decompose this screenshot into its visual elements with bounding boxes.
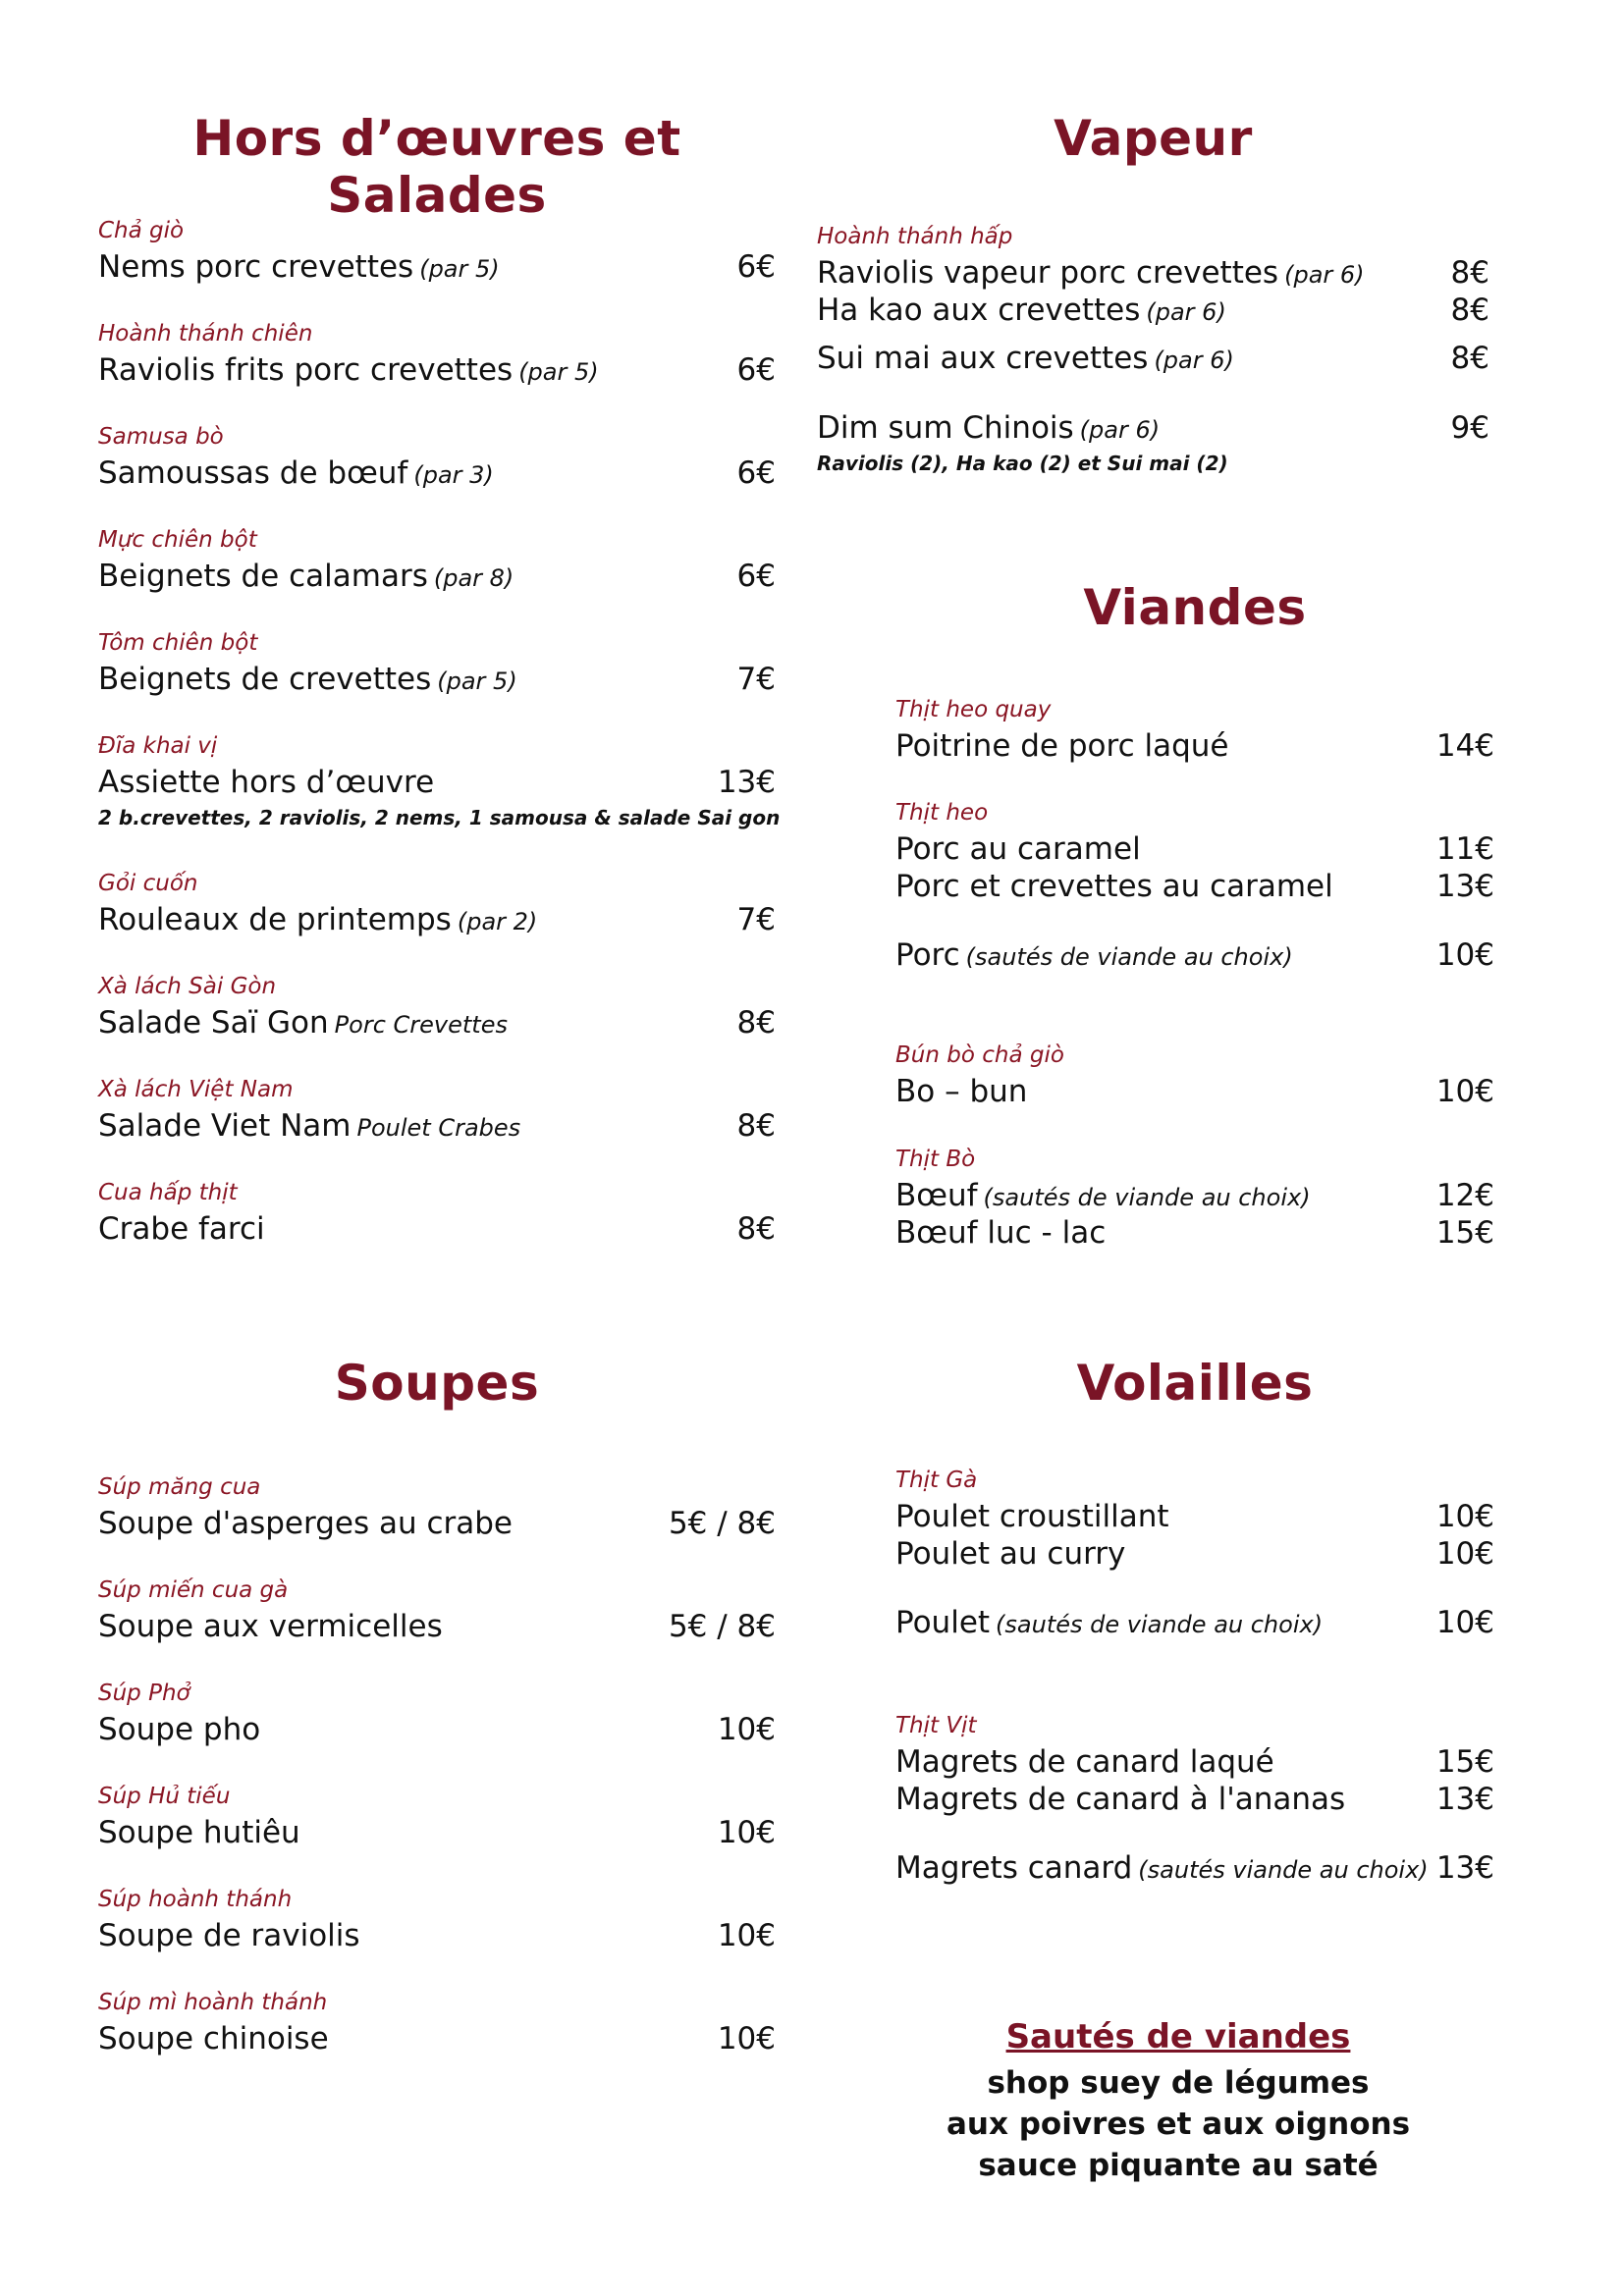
dish-note: (sautés de viande au choix) [983, 1184, 1311, 1211]
item-line [895, 1536, 1494, 1575]
section-title: Soupes [334, 1355, 540, 1412]
section-title: Vapeur [1054, 110, 1253, 167]
dish-price: 6€ [736, 249, 776, 285]
dish-name-text: Soupe d'asperges au crabe [98, 1506, 513, 1541]
dish-price: 5€ / 8€ [668, 1506, 776, 1541]
dish-name-text: Ha kao aux crevettes [817, 293, 1141, 328]
item-line [98, 1918, 776, 1957]
dish-name-text: Raviolis frits porc crevettes [98, 352, 514, 388]
dish-name [98, 1815, 300, 1850]
dish-note: (par 6) [1284, 261, 1365, 289]
dish-note: (par 5) [419, 255, 500, 283]
item-line [98, 1108, 776, 1148]
dish-name [895, 1215, 1106, 1251]
item-line [98, 559, 776, 598]
item-line [895, 1178, 1494, 1217]
dish-name [817, 255, 1365, 291]
dish-description: 2 b.crevettes, 2 raviolis, 2 nems, 1 samousa & salade Sai gon [98, 806, 781, 829]
dish-name-text: Assiette hors d’œuvre [98, 765, 435, 800]
dish-price: 8€ [736, 1108, 776, 1144]
dish-name [895, 869, 1333, 904]
dish-name-text: Dim sum Chinois [817, 410, 1074, 446]
dish-name-text: Crabe farci [98, 1211, 265, 1247]
dish-name-text: Nems porc crevettes [98, 249, 414, 285]
dish-name [98, 249, 500, 285]
dish-price: 10€ [1435, 1605, 1494, 1640]
dish-price: 15€ [1435, 1215, 1494, 1251]
dish-price: 9€ [1450, 410, 1489, 446]
dish-name-text: Beignets de calamars [98, 559, 428, 594]
vietnamese-name: Súp hoành thánh [98, 1887, 293, 1912]
dish-note: (par 5) [518, 358, 599, 386]
dish-name-text: Rouleaux de printemps [98, 902, 452, 937]
dish-name-text: Porc et crevettes au caramel [895, 869, 1333, 904]
item-line [895, 1744, 1494, 1784]
vietnamese-name: Chả giò [98, 218, 185, 243]
item-line [98, 1815, 776, 1854]
dish-name [98, 559, 514, 594]
item-line [895, 1782, 1494, 1821]
vietnamese-name: Tôm chiên bột [98, 630, 258, 656]
dish-name [98, 662, 517, 697]
vietnamese-name: Súp măng cua [98, 1474, 261, 1500]
dish-note: (sautés de viande au choix) [996, 1611, 1324, 1638]
dish-name [98, 352, 599, 388]
dish-note: (par 6) [1146, 298, 1226, 326]
dish-price: 11€ [1435, 831, 1494, 867]
dish-name [98, 902, 537, 937]
item-line [98, 1712, 776, 1751]
item-line [817, 410, 1489, 450]
dish-price: 14€ [1435, 728, 1494, 764]
item-line [98, 1005, 776, 1044]
vietnamese-name: Bún bò chả giò [895, 1042, 1064, 1068]
vietnamese-name: Súp mì hoành thánh [98, 1990, 328, 2015]
item-line [98, 455, 776, 495]
dish-name [895, 1178, 1311, 1213]
dish-price: 15€ [1435, 1744, 1494, 1780]
dish-name [895, 1744, 1274, 1780]
dish-name [895, 1782, 1345, 1817]
dish-name [895, 1850, 1429, 1886]
vietnamese-name: Gỏi cuốn [98, 871, 198, 896]
dish-name [98, 2021, 329, 2056]
dish-price: 10€ [717, 1712, 776, 1747]
dish-price: 8€ [1450, 293, 1489, 328]
dish-name-text: Raviolis vapeur porc crevettes [817, 255, 1279, 291]
vietnamese-name: Súp miến cua gà [98, 1577, 289, 1603]
vietnamese-name: Mực chiên bột [98, 527, 257, 553]
item-line [98, 352, 776, 392]
item-line [895, 937, 1494, 977]
dish-name-text: Salade Viet Nam [98, 1108, 352, 1144]
dish-price: 10€ [1435, 1499, 1494, 1534]
footer-line: aux poivres et aux oignons [946, 2107, 1411, 2142]
dish-name [895, 1499, 1169, 1534]
dish-name-text: Soupe chinoise [98, 2021, 329, 2056]
dish-price: 10€ [1435, 937, 1494, 973]
dish-price: 10€ [717, 1918, 776, 1953]
dish-price: 6€ [736, 559, 776, 594]
vietnamese-name: Đĩa khai vị [98, 733, 218, 759]
dish-name-text: Poitrine de porc laqué [895, 728, 1229, 764]
item-line [98, 1506, 776, 1545]
footer-line: sauce piquante au saté [978, 2148, 1379, 2183]
vietnamese-name: Súp Hủ tiếu [98, 1784, 231, 1809]
dish-name-text: Soupe hutiêu [98, 1815, 300, 1850]
dish-name [817, 293, 1226, 328]
dish-name [895, 1074, 1027, 1109]
dish-name-text: Poulet [895, 1605, 991, 1640]
dish-note: (par 6) [1079, 416, 1161, 444]
dish-price: 8€ [1450, 255, 1489, 291]
dish-name-text: Poulet croustillant [895, 1499, 1169, 1534]
item-line [895, 1850, 1494, 1890]
dish-name [98, 765, 434, 800]
dish-price: 13€ [1435, 1782, 1494, 1817]
dish-price: 5€ / 8€ [668, 1609, 776, 1644]
dish-name-text: Bœuf luc - lac [895, 1215, 1107, 1251]
vietnamese-name: Thịt Bò [895, 1147, 976, 1172]
dish-price: 10€ [717, 2021, 776, 2056]
vietnamese-name: Thịt Vịt [895, 1713, 977, 1738]
dish-note: Poulet Crabes [356, 1114, 521, 1142]
dish-price: 12€ [1435, 1178, 1494, 1213]
dish-name-text: Porc [895, 937, 960, 973]
section-title: Hors d’œuvres et Salades [192, 110, 681, 224]
vietnamese-name: Xà lách Sài Gòn [98, 974, 277, 999]
dish-name [98, 455, 494, 491]
dish-name [817, 341, 1234, 376]
dish-name-text: Salade Saï Gon [98, 1005, 329, 1041]
item-line [895, 1215, 1494, 1255]
dish-price: 6€ [736, 455, 776, 491]
dish-name-text: Beignets de crevettes [98, 662, 432, 697]
dish-name-text: Soupe pho [98, 1712, 261, 1747]
dish-name [98, 1005, 508, 1041]
dish-name-text: Soupe de raviolis [98, 1918, 360, 1953]
dish-name [895, 1605, 1323, 1640]
item-line [817, 293, 1489, 332]
vietnamese-name: Hoành thánh chiên [98, 321, 313, 347]
dish-price: 6€ [736, 352, 776, 388]
dish-name [98, 1211, 265, 1247]
item-line [895, 1074, 1494, 1113]
dish-name-text: Magrets de canard à l'ananas [895, 1782, 1346, 1817]
dish-price: 8€ [1450, 341, 1489, 376]
dish-name-text: Magrets de canard laqué [895, 1744, 1274, 1780]
dish-price: 13€ [1435, 1850, 1494, 1886]
dish-note: (sautés de viande au choix) [965, 943, 1293, 971]
dish-description: Raviolis (2), Ha kao (2) et Sui mai (2) [817, 452, 1228, 475]
vietnamese-name: Xà lách Việt Nam [98, 1077, 294, 1102]
section-volailles [895, 1355, 1494, 1944]
footer-title: Sautés de viandes [1005, 2017, 1351, 2056]
dish-name [98, 1506, 513, 1541]
dish-price: 10€ [1435, 1074, 1494, 1109]
dish-note: (par 5) [437, 667, 517, 695]
section-viandes [895, 579, 1494, 1286]
dish-name-text: Poulet au curry [895, 1536, 1126, 1572]
vietnamese-name: Hoành thánh hấp [817, 224, 1013, 249]
item-line [98, 1609, 776, 1648]
item-line [98, 249, 776, 289]
item-line [895, 1605, 1494, 1644]
dish-name [817, 410, 1160, 446]
vietnamese-name: Thịt heo [895, 800, 989, 826]
dish-name [895, 937, 1293, 973]
item-line [895, 1499, 1494, 1538]
dish-price: 7€ [736, 662, 776, 697]
dish-name [895, 831, 1141, 867]
dish-name-text: Soupe aux vermicelles [98, 1609, 443, 1644]
dish-name [98, 1108, 520, 1144]
item-line [98, 902, 776, 941]
dish-name-text: Porc au caramel [895, 831, 1141, 867]
dish-price: 8€ [736, 1005, 776, 1041]
item-line [817, 255, 1489, 294]
dish-name-text: Sui mai aux crevettes [817, 341, 1149, 376]
item-line [895, 831, 1494, 871]
footer-line: shop suey de légumes [987, 2065, 1370, 2101]
dish-price: 7€ [736, 902, 776, 937]
item-line [98, 1211, 776, 1251]
dish-note: (par 3) [413, 461, 494, 489]
vietnamese-name: Thịt heo quay [895, 697, 1052, 722]
item-line [895, 728, 1494, 768]
dish-name-text: Bo – bun [895, 1074, 1028, 1109]
section-hors-doeuvres [98, 0, 781, 1276]
dish-name-text: Bœuf [895, 1178, 978, 1213]
sautes-de-viandes-box [918, 2017, 1438, 2186]
section-title: Viandes [1083, 579, 1307, 636]
dish-name-text: Samoussas de bœuf [98, 455, 408, 491]
dish-price: 10€ [717, 1815, 776, 1850]
dish-price: 8€ [736, 1211, 776, 1247]
dish-price: 10€ [1435, 1536, 1494, 1572]
item-line [98, 662, 776, 701]
dish-note: Porc Crevettes [334, 1011, 508, 1039]
section-soupes [98, 1355, 776, 2120]
vietnamese-name: Cua hấp thịt [98, 1180, 238, 1205]
dish-name [98, 1609, 443, 1644]
vietnamese-name: Súp Phở [98, 1681, 190, 1706]
section-vapeur [817, 0, 1489, 530]
vietnamese-name: Samusa bò [98, 424, 224, 450]
section-title: Volailles [1076, 1355, 1314, 1412]
vietnamese-name: Thịt Gà [895, 1468, 978, 1493]
dish-price: 13€ [1435, 869, 1494, 904]
dish-name [895, 1536, 1125, 1572]
item-line [817, 341, 1489, 380]
dish-note: (par 6) [1154, 347, 1234, 374]
dish-note: (par 2) [457, 908, 538, 935]
dish-price: 13€ [717, 765, 776, 800]
dish-name-text: Magrets canard [895, 1850, 1133, 1886]
dish-note: (sautés viande au choix) [1138, 1856, 1429, 1884]
dish-name [98, 1918, 360, 1953]
dish-name [98, 1712, 260, 1747]
item-line [895, 869, 1494, 908]
dish-name [895, 728, 1228, 764]
item-line [98, 2021, 776, 2060]
item-line [98, 765, 776, 804]
dish-note: (par 8) [433, 564, 514, 592]
